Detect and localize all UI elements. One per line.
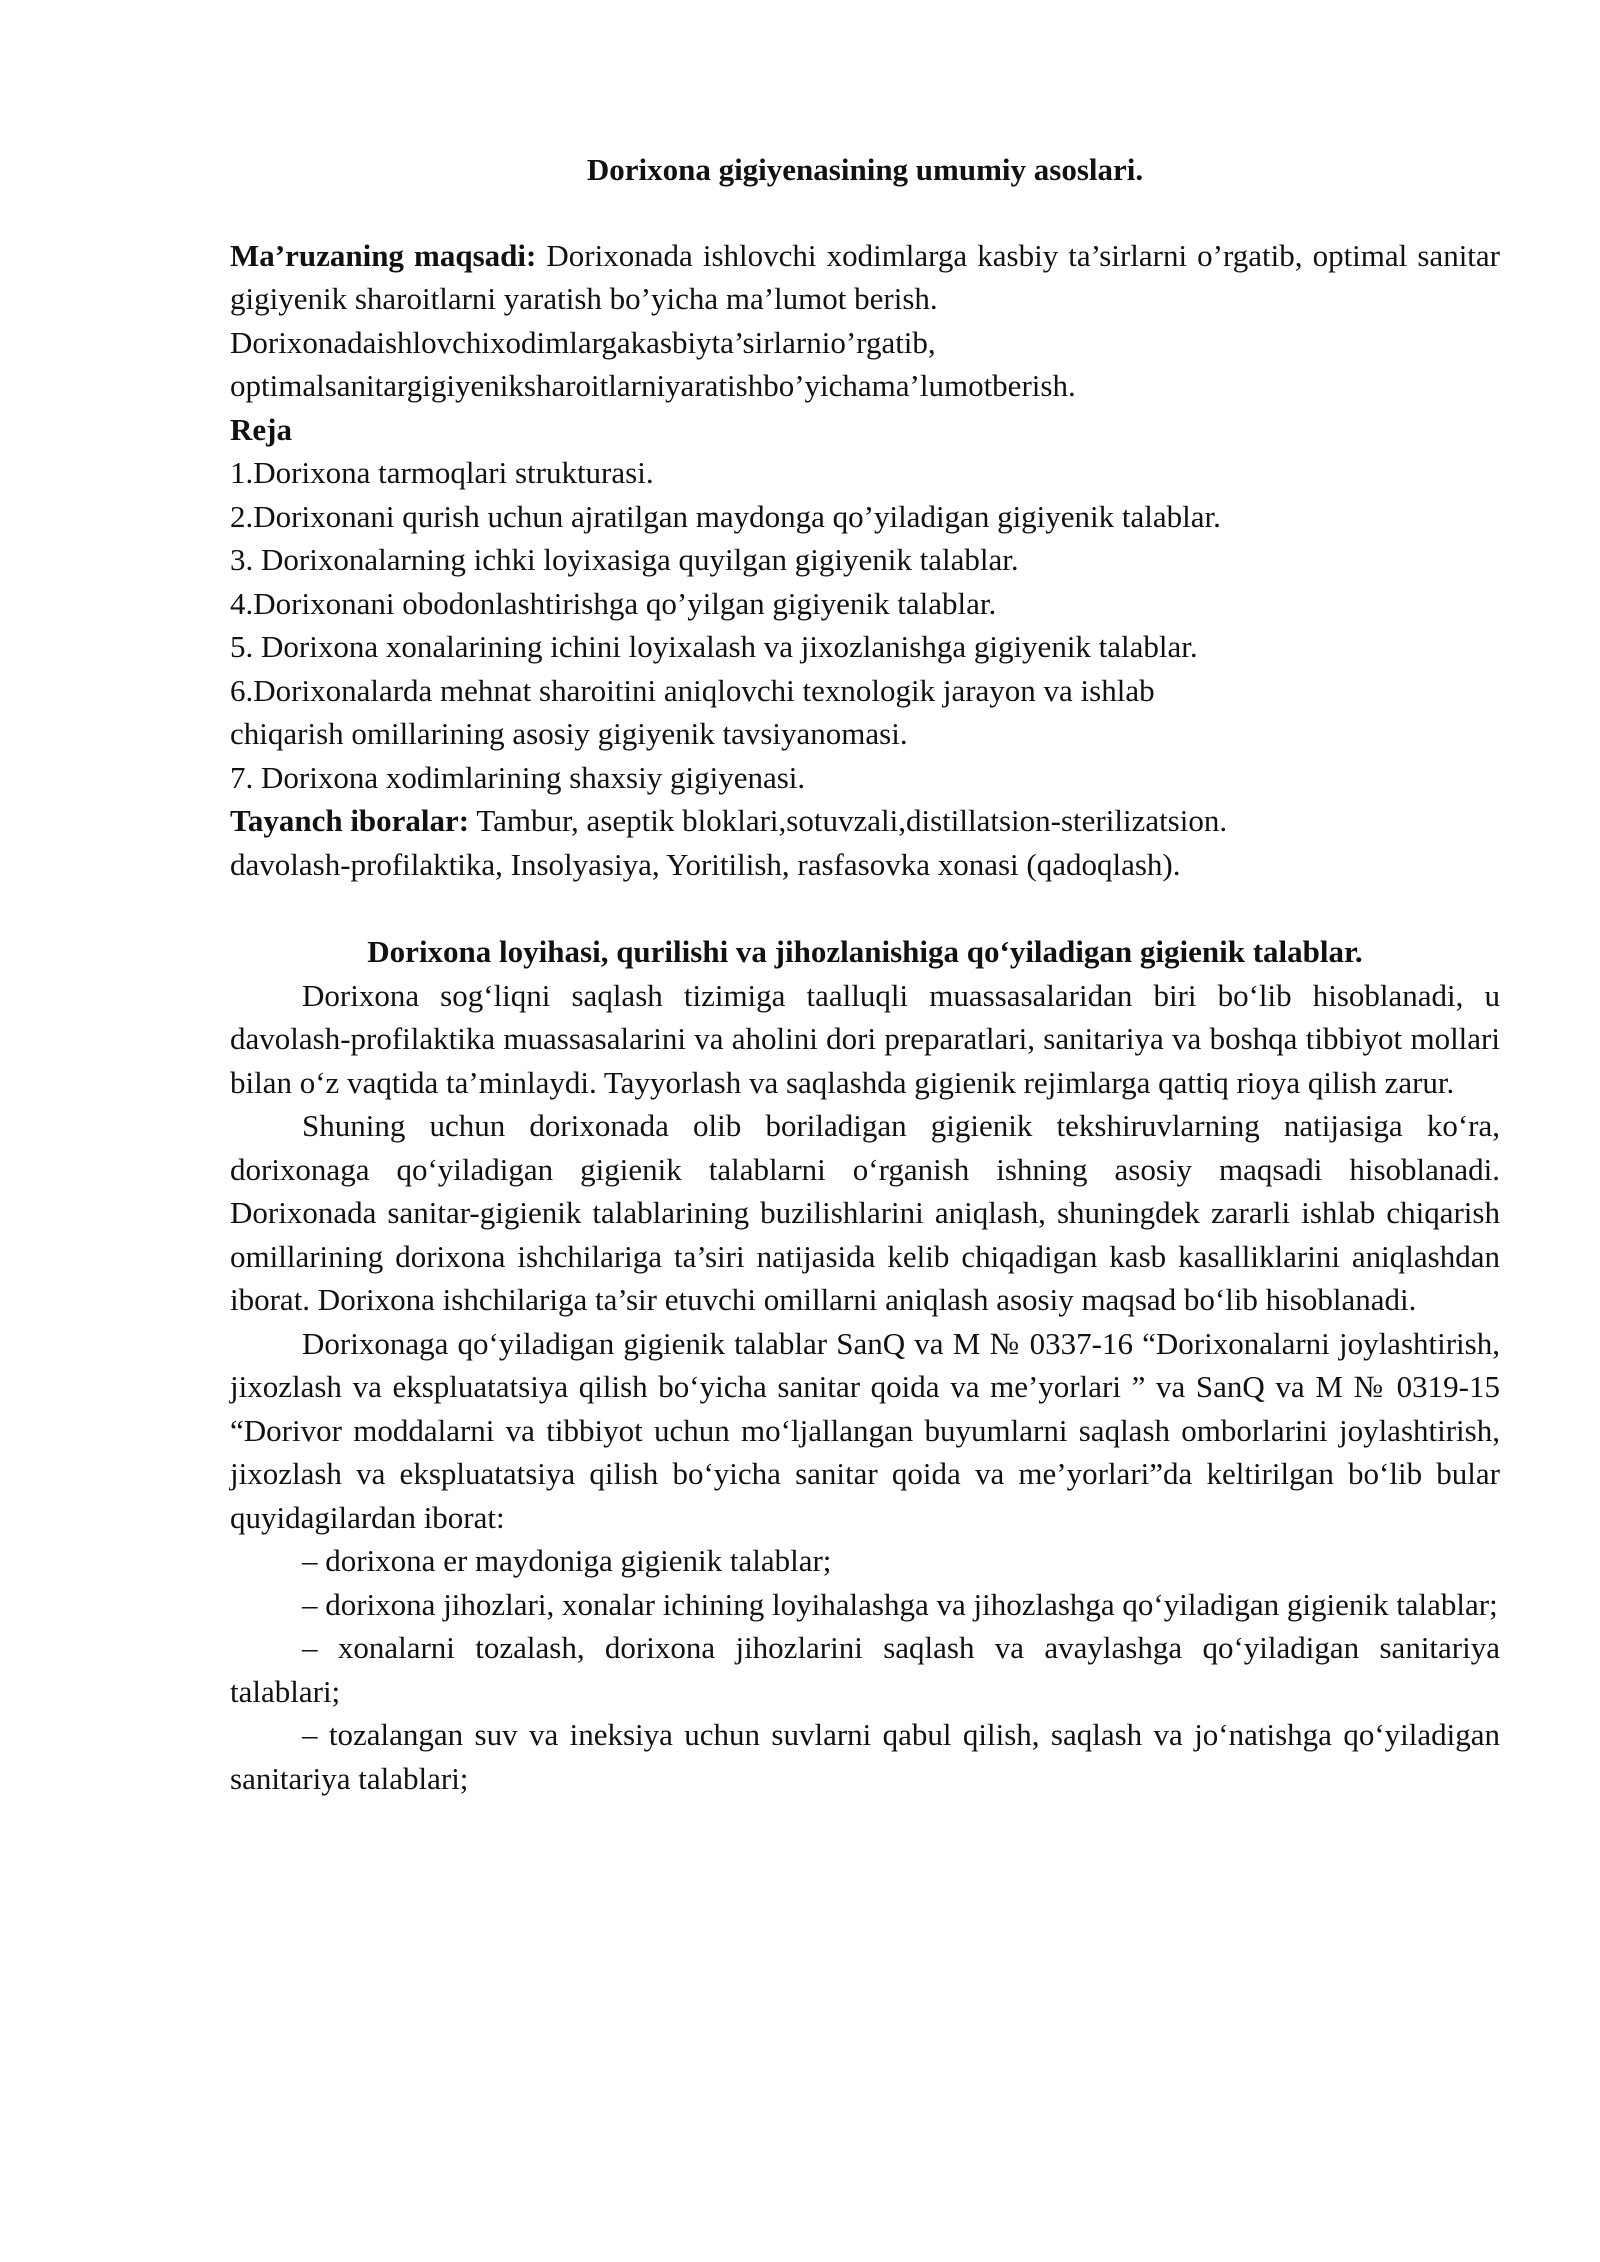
objective-paragraph [230,234,1500,321]
plan-item: chiqarish omillarining asosiy gigiyenik tavsiyanomasi. [230,716,908,751]
requirement-item: – xonalarni tozalash, dorixona jihozlarini saqlash va avaylashga qo‘yiladigan sanitariya talablari; [230,1630,1500,1709]
keywords-label: Tayanch iboralar: [230,803,470,838]
keywords-line-2: davolash-profilaktika, Insolyasiya, Yoritilish, rasfasovka xonasi (qadoqlash). [230,846,1181,882]
body-paragraph-2: Shuning uchun dorixonada olib boriladigan gigienik tekshiruvlarning natijasiga ko‘ra, dorixonaga qo‘yiladigan gigienik talablarni o‘rganish ishning asosiy maqsadi hisoblanadi. Dorixonada sanitar-gigienik talablarining buzilishlarini aniqlash, shuningdek zararli ishlab chiqarish omillarining dorixona ishchilariga ta’siri natijasida kelib chiqadigan kasb kasalliklarini aniqlashdan iborat. Dorixona ishchilariga ta’sir etuvchi omillarni aniqlash asosiy maqsad bo‘lib hisoblanadi. [230,1108,1500,1317]
plan-item: 7. Dorixona xodimlarining shaxsiy gigiyenasi. [230,759,806,795]
requirement-item: – dorixona jihozlari, xonalar ichining loyihalashga va jihozlashga qo‘yiladigan gigienik talablar; [302,1586,1498,1622]
objective-text: Dorixonada ishlovchi xodimlarga kasbiy ta’sirlarni o’rgatib, optimal sanitar gigiyenik sharoitlarni yaratish bo’yicha ma’lumot berish. [230,237,1500,316]
plan-item: 4.Dorixonani obodonlashtirishga qo’yilgan gigiyenik talablar. [230,585,997,621]
plan-item: 3. Dorixonalarning ichki loyixasiga quyilgan gigiyenik talablar. [230,542,1019,577]
plan-item: 1.Dorixona tarmoqlari strukturasi. [230,455,654,490]
requirement-item: – dorixona er maydoniga gigienik talablar; [302,1543,832,1578]
keywords-text-1: Tambur, aseptik bloklari,sotuvzali,distillatsion-sterilizatsion. [469,803,1228,838]
requirement-item: – tozalangan suv va ineksiya uchun suvlarni qabul qilish, saqlash va jo‘natishga qo‘yiladigan sanitariya talablari; [230,1717,1500,1796]
objective-joined-line-1: Dorixonadaishlovchixodimlargakasbiyta’sirlarnio’rgatib, [230,324,936,360]
body-paragraph-3: Dorixonaga qo‘yiladigan gigienik talablar SanQ va M № 0337-16 “Dorixonalarni joylashtirish, jixozlash va ekspluatatsiya qilish bo‘yicha sanitar qoida va me’yorlari ” va SanQ va M № 0319-15 “Dorivor moddalarni va tibbiyot uchun mo‘ljallangan buyumlarni saqlash omborlarini joylashtirish, jixozlash va ekspluatatsiya qilish bo‘yicha sanitar qoida va me’yorlari”da keltirilgan bo‘lib bular quyidagilardan iborat: [230,1325,1500,1535]
plan-list [230,451,1500,799]
plan-item: 2.Dorixonani qurish uchun ajratilgan maydonga qo’yiladigan gigiyenik talablar. [230,498,1221,534]
section-title: Dorixona loyihasi, qurilishi va jihozlanishiga qo‘yiladigan gigienik talablar. [367,934,1363,969]
plan-item: 5. Dorixona xonalarining ichini loyixalash va jixozlanishga gigiyenik talablar. [230,629,1198,664]
document-page [230,148,1500,1800]
body-paragraph-1: Dorixona sog‘liqni saqlash tizimiga taalluqli muassasalaridan biri bo‘lib hisoblanadi, u davolash-profilaktika muassasalarini va aholini dori preparatlari, sanitariya va boshqa tibbiyot mollari bilan o‘z vaqtida ta’minlaydi. Tayyorlash va saqlashda gigienik rejimlarga qattiq rioya qilish zarur. [230,977,1500,1100]
keywords-line-1 [230,799,1500,843]
plan-heading: Reja [230,411,292,447]
plan-item: 6.Dorixonalarda mehnat sharoitini aniqlovchi texnologik jarayon va ishlab [230,672,1155,708]
objective-joined-line-2: optimalsanitargigiyeniksharoitlarniyaratishbo’yichama’lumotberish. [230,368,1076,403]
objective-label: Ma’ruzaning maqsadi: [230,237,537,273]
document-title: Dorixona gigiyenasining umumiy asoslari. [586,152,1144,187]
